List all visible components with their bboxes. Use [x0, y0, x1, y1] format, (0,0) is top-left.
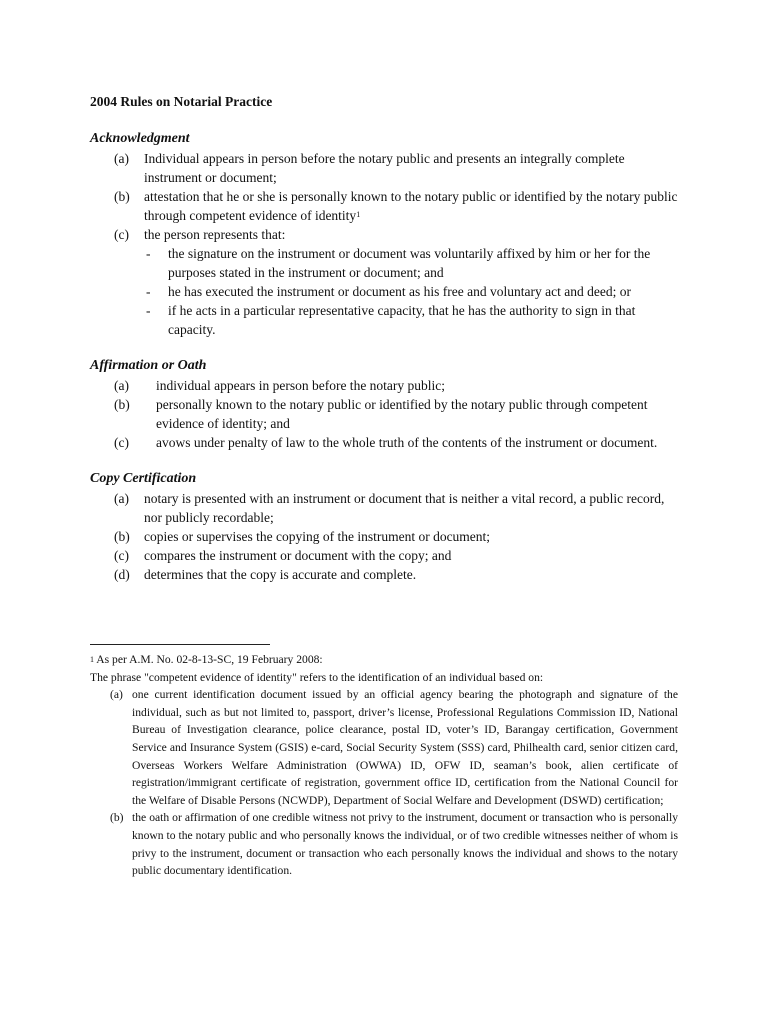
dash-marker: - [146, 303, 151, 318]
footnote-reference[interactable]: 1 [356, 210, 361, 219]
list-item [90, 149, 680, 187]
footnote-item-label: (a) [110, 688, 123, 702]
item-label: (a) [114, 151, 129, 166]
section-acknowledgment [90, 129, 680, 339]
item-text: copies or supervises the copying of the instrument or document; [144, 529, 491, 544]
item-text-body: attestation that he or she is personally known to the notary public or identified by the notary public through competent evidence of identity [144, 189, 678, 223]
sub-item-text: the signature on the instrument or document was voluntarily affixed by him or her for the purposes stated in the instrument or document; and [168, 246, 651, 280]
dash-marker: - [146, 246, 151, 261]
item-label: (a) [114, 378, 129, 393]
footnote-source-text: As per A.M. No. 02-8-13-SC, 19 February 2008: [96, 653, 323, 666]
footnote-list-item [90, 809, 678, 879]
item-text: the person represents that: [144, 227, 286, 242]
item-text [144, 187, 680, 225]
list-item [90, 565, 680, 584]
section-copy-certification [90, 469, 680, 584]
item-label: (b) [114, 529, 130, 544]
sub-list-item [144, 301, 680, 339]
item-label: (c) [114, 435, 129, 450]
section-heading: Affirmation or Oath [90, 358, 207, 373]
footnote-intro: The phrase "competent evidence of identity" refers to the identification of an individual based on: [90, 670, 544, 684]
list-item [90, 395, 680, 433]
item-text: determines that the copy is accurate and complete. [144, 567, 417, 582]
footnote [90, 651, 678, 880]
footnote-list-item [90, 686, 678, 809]
sub-item-text: he has executed the instrument or document as his free and voluntary act and deed; or [168, 284, 631, 299]
list-item [90, 546, 680, 565]
item-text: personally known to the notary public or identified by the notary public through competent evidence of identity; and [156, 397, 648, 431]
item-label: (c) [114, 227, 129, 242]
footnote-number: 1 [90, 655, 94, 664]
sub-list-item [144, 282, 680, 301]
footnote-source [90, 651, 678, 669]
footnote-item-text: one current identification document issued by an official agency bearing the photograph and signature of the individual, such as but not limited to, passport, driver’s license, Professional Regulations Commission ID, National Bureau of Investigation clearance, police clearance, postal ID, voter’s ID, Barangay certification, Government Service and Insurance System (GSIS) e-card, Social Security System (SSS) card, Philhealth card, senior citizen card, Overseas Workers Welfare Administration (OWWA) ID, OFW ID, seaman’s book, alien certificate of registration/immigrant certificate of registration, government office ID, certification from the National Council for the Welfare of Disable Persons (NCWDP), Department of Social Welfare and Development (DSWD) certification; [132, 688, 678, 807]
item-text: notary is presented with an instrument or document that is neither a vital record, a public record, nor publicly recordable; [144, 491, 665, 525]
item-label: (b) [114, 189, 130, 204]
item-label: (b) [114, 397, 130, 412]
sub-list-item [144, 244, 680, 282]
item-label: (d) [114, 567, 130, 582]
dash-marker: - [146, 284, 151, 299]
sub-item-text: if he acts in a particular representative capacity, that he has the authority to sign in that capacity. [168, 303, 636, 337]
item-text: Individual appears in person before the notary public and presents an integrally complete instrument or document; [144, 151, 625, 185]
list-item [90, 225, 680, 244]
section-heading: Acknowledgment [90, 131, 190, 146]
document-title: 2004 Rules on Notarial Practice [90, 94, 273, 109]
item-text: compares the instrument or document with the copy; and [144, 548, 452, 563]
item-text: individual appears in person before the notary public; [156, 378, 446, 393]
item-label: (a) [114, 491, 129, 506]
footnote-divider [90, 644, 270, 645]
footnote-item-label: (b) [110, 811, 124, 825]
list-item [90, 433, 680, 452]
item-text: avows under penalty of law to the whole truth of the contents of the instrument or document. [156, 435, 658, 450]
footnote-item-text: the oath or affirmation of one credible witness not privy to the instrument, document or transaction who is personally known to the notary public and who personally knows the individual, or of two credible witnesses neither of whom is privy to the instrument, document or transaction who each personally knows the individual and shows to the notary public documentary identification. [132, 811, 678, 878]
list-item [90, 489, 680, 527]
list-item [90, 527, 680, 546]
item-label: (c) [114, 548, 129, 563]
document-body [90, 92, 680, 584]
section-heading: Copy Certification [90, 471, 197, 486]
list-item [90, 187, 680, 225]
section-affirmation-or-oath [90, 356, 680, 452]
list-item [90, 376, 680, 395]
